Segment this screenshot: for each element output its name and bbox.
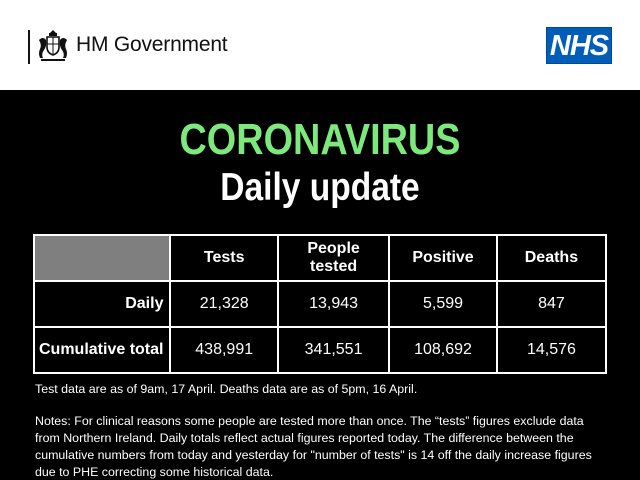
cell-cumulative-positive: 108,692 — [389, 327, 497, 373]
notes-text: Notes: For clinical reasons some people are tested more than once. The “tests” figures exclude data from Northern Ireland. Daily totals reflect actual figures reported today. The difference between the cumulative numbers from today and yesterday for "number of tests" is 14 off the daily increase figures due to PHE correcting some historical data. — [35, 414, 592, 479]
cell-daily-deaths: 847 — [497, 281, 606, 327]
government-name: HM Government — [76, 33, 228, 56]
cell-cumulative-tests: 438,991 — [170, 327, 277, 373]
row-label-cumulative: Cumulative total — [34, 327, 170, 373]
stats-table — [33, 234, 607, 374]
row-label-daily: Daily — [34, 281, 170, 327]
royal-coat-of-arms-icon — [36, 28, 70, 64]
table-corner-cell — [34, 235, 170, 281]
government-divider-rule — [28, 30, 30, 64]
header-bar — [0, 0, 640, 90]
page-title: CORONAVIRUS — [179, 115, 461, 164]
cell-daily-people-tested: 13,943 — [278, 281, 389, 327]
column-header-deaths: Deaths — [497, 235, 606, 281]
data-timing-footnote: Test data are as of 9am, 17 April. Deaths data are as of 5pm, 16 April. — [35, 382, 418, 396]
nhs-logo: NHS — [546, 27, 612, 64]
table-row-daily — [34, 281, 606, 327]
column-header-people-tested: People tested — [278, 235, 389, 281]
cell-cumulative-deaths: 14,576 — [497, 327, 606, 373]
cell-cumulative-people-tested: 341,551 — [278, 327, 389, 373]
table-header-row — [34, 235, 606, 281]
page-subtitle: Daily update — [220, 166, 420, 209]
cell-daily-tests: 21,328 — [170, 281, 277, 327]
cell-daily-positive: 5,599 — [389, 281, 497, 327]
table-row-cumulative — [34, 327, 606, 373]
column-header-tests: Tests — [170, 235, 277, 281]
column-header-positive: Positive — [389, 235, 497, 281]
